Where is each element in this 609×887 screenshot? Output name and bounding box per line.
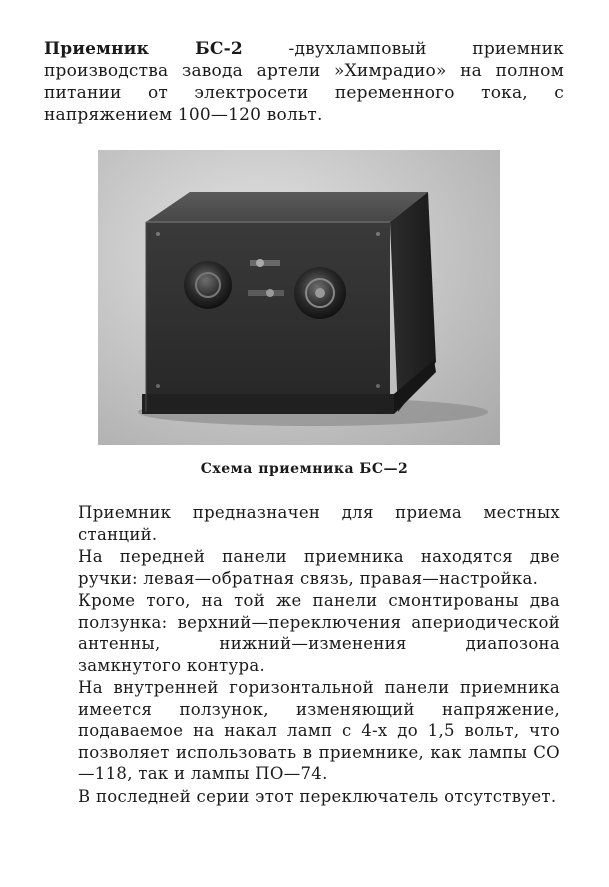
paragraph-3: Кроме того, на той же панели смонтированы два ползунка: верхний—переключения апериодической антенны, нижний—изменения диапозона замкнутого контура. (78, 591, 560, 675)
body-text (78, 502, 560, 808)
paragraph-2: На передней панели приемника находятся две ручки: левая—обратная связь, правая—настройка. (78, 547, 560, 588)
intro-lead: Приемник БС-2 (44, 39, 243, 59)
radio-receiver-photo (98, 150, 500, 445)
paragraph-1: Приемник предназначен для приема местных станций. (78, 503, 560, 544)
paragraph-4: На внутренней горизонтальной панели приемника имеется ползунок, изменяющий напряжение, подаваемое на накал ламп с 4-х до 1,5 вольт, что позволяет использовать в приемнике, как лампы СО—118, так и лампы ПО—74. (78, 678, 560, 783)
intro-text: -двухламповый приемник производства завода артели »Химрадио» на полном питании от электросети переменного тока, с напряжением 100—120 вольт. (44, 39, 564, 125)
left-knob-icon (184, 261, 232, 309)
figure-caption: Схема приемника БС—2 (200, 461, 409, 477)
intro-paragraph (44, 38, 564, 126)
paragraph-5: В последней серии этот переключатель отсутствует. (78, 786, 557, 806)
